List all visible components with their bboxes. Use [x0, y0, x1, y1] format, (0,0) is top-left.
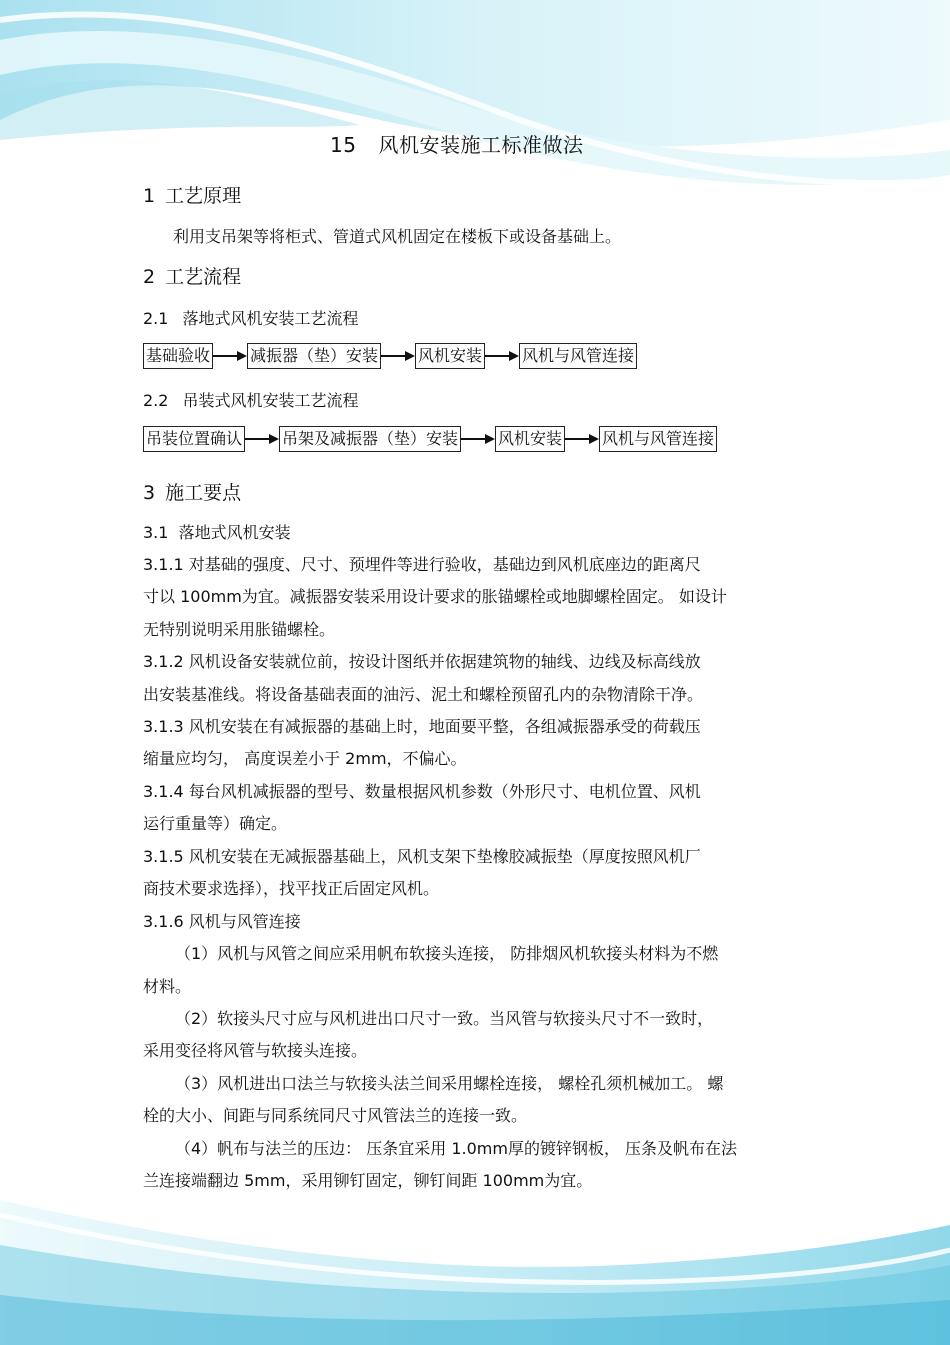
flow-step: 减振器（垫）安装 — [247, 343, 381, 369]
flowchart-suspended — [143, 426, 717, 452]
body-line: 3.1.3 风机安装在有减振器的基础上时，地面要平整，各组减振器承受的荷载压 — [143, 717, 701, 736]
body-line: （1）风机与风管之间应采用帆布软接头连接， 防排烟风机软接头材料为不燃 — [175, 944, 719, 963]
section-2-1-heading: 2.1 落地式风机安装工艺流程 — [143, 309, 359, 328]
page-title — [330, 129, 583, 158]
body-line: 3.1.1 对基础的强度、尺寸、预埋件等进行验收，基础边到风机底座边的距离尺 — [143, 555, 701, 574]
arrow-right-icon — [245, 433, 279, 445]
arrow-right-icon — [213, 350, 247, 362]
arrow-right-icon — [485, 350, 519, 362]
arrow-right-icon — [565, 433, 599, 445]
arrow-right-icon — [381, 350, 415, 362]
flow-step: 风机与风管连接 — [599, 426, 717, 452]
body-line: （2）软接头尺寸应与风机进出口尺寸一致。当风管与软接头尺寸不一致时， — [175, 1009, 714, 1028]
body-line: 3.1.5 风机安装在无减振器基础上，风机支架下垫橡胶减振垫（厚度按照风机厂 — [143, 847, 701, 866]
body-line: （3）风机进出口法兰与软接头法兰间采用螺栓连接， 螺栓孔须机械加工。 螺 — [175, 1074, 724, 1093]
flowchart-floor-mounted — [143, 343, 637, 369]
section-2-2-heading: 2.2 吊装式风机安装工艺流程 — [143, 391, 359, 410]
section-1-body: 利用支吊架等将柜式、管道式风机固定在楼板下或设备基础上。 — [173, 227, 622, 246]
body-line: 商技术要求选择），找平找正后固定风机。 — [143, 879, 440, 898]
section-3-heading: 3 施工要点 — [143, 482, 242, 504]
section-2-heading: 2 工艺流程 — [143, 266, 242, 288]
title-text: 风机安装施工标准做法 — [378, 133, 584, 157]
section-3-1-heading: 3.1 落地式风机安装 — [143, 523, 291, 542]
flow-step: 吊架及减振器（垫）安装 — [279, 426, 461, 452]
body-line: 出安装基准线。将设备基础表面的油污、泥土和螺栓预留孔内的杂物清除干净。 — [143, 685, 704, 704]
body-line: 采用变径将风管与软接头连接。 — [143, 1041, 368, 1060]
body-line: 兰连接端翻边 5mm，采用铆钉固定，铆钉间距 100mm为宜。 — [143, 1171, 593, 1190]
body-line: 3.1.6 风机与风管连接 — [143, 912, 301, 931]
body-line: 3.1.2 风机设备安装就位前，按设计图纸并依据建筑物的轴线、边线及标高线放 — [143, 652, 701, 671]
flow-step: 基础验收 — [143, 343, 213, 369]
body-line: 无特别说明采用胀锚螺栓。 — [143, 620, 336, 639]
flow-step: 吊装位置确认 — [143, 426, 245, 452]
flow-step: 风机安装 — [415, 343, 485, 369]
body-line: 运行重量等）确定。 — [143, 814, 288, 833]
title-number: 15 — [330, 133, 357, 157]
flow-step: 风机安装 — [495, 426, 565, 452]
flow-step: 风机与风管连接 — [519, 343, 637, 369]
body-line: 3.1.4 每台风机减振器的型号、数量根据风机参数（外形尺寸、电机位置、风机 — [143, 782, 701, 801]
body-line: 栓的大小、间距与同系统同尺寸风管法兰的连接一致。 — [143, 1106, 528, 1125]
body-line: 材料。 — [143, 977, 192, 996]
arrow-right-icon — [461, 433, 495, 445]
section-1-heading: 1 工艺原理 — [143, 185, 242, 207]
body-line: （4）帆布与法兰的压边： 压条宜采用 1.0mm厚的镀锌钢板， 压条及帆布在法 — [175, 1139, 738, 1158]
body-line: 缩量应均匀， 高度误差小于 2mm，不偏心。 — [143, 749, 467, 768]
body-line: 寸以 100mm为宜。减振器安装采用设计要求的胀锚螺栓或地脚螺栓固定。 如设计 — [143, 587, 727, 606]
